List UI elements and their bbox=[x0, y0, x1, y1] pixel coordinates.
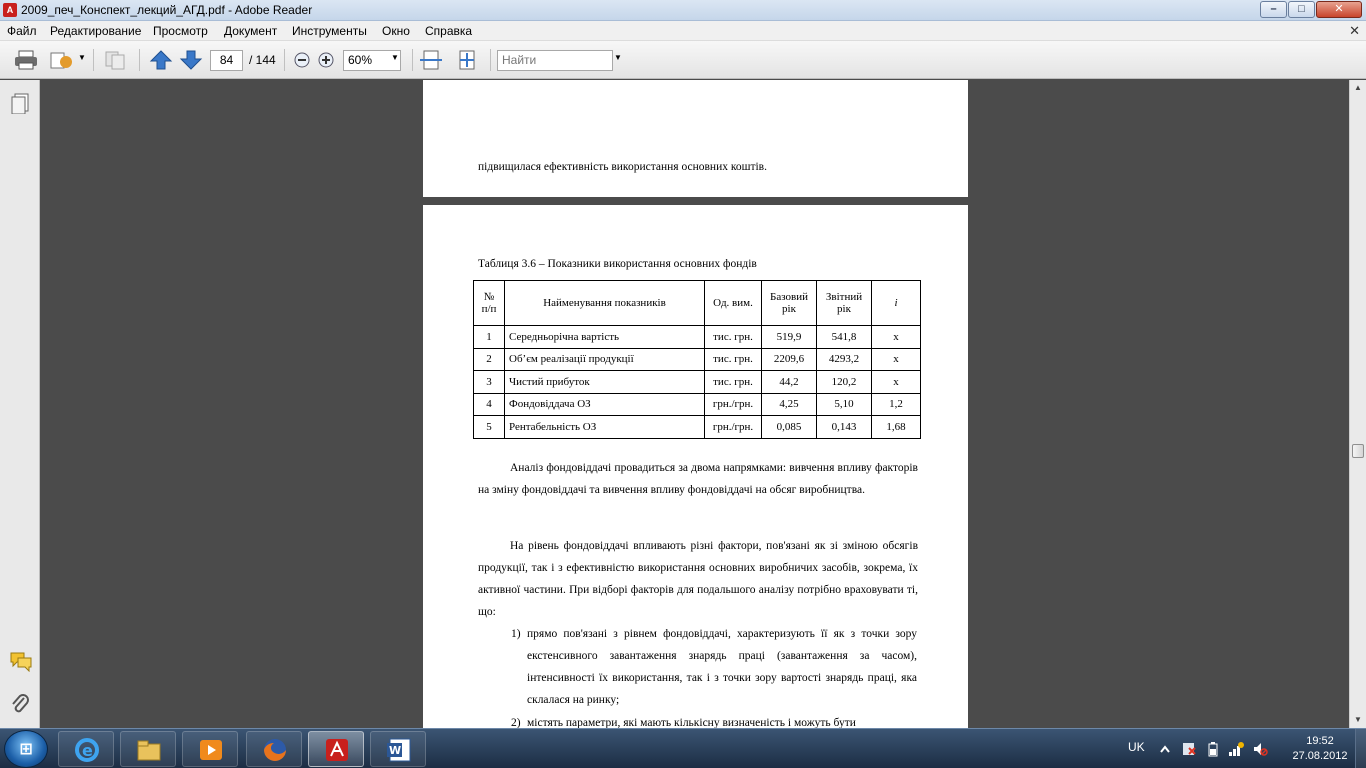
pages-icon bbox=[9, 92, 31, 114]
table-cell: 4 bbox=[474, 393, 505, 416]
search-dropdown-arrow[interactable]: ▼ bbox=[614, 53, 622, 62]
table-cell: х bbox=[872, 326, 921, 349]
table-row bbox=[474, 393, 921, 416]
table-cell: Чистий прибуток bbox=[505, 371, 705, 394]
list-item: містять параметри, які мають кількісну визначеність і можуть бути bbox=[527, 717, 856, 728]
scrollbar-thumb[interactable] bbox=[1352, 444, 1364, 458]
show-desktop-button[interactable] bbox=[1355, 729, 1366, 768]
table-cell: Фондовіддача ОЗ bbox=[505, 393, 705, 416]
table-header: Найменування показників bbox=[505, 281, 705, 326]
paperclip-icon bbox=[9, 693, 31, 715]
taskbar-word[interactable] bbox=[370, 731, 426, 767]
fit-page-icon bbox=[454, 49, 480, 71]
fit-width-icon bbox=[418, 49, 444, 71]
menu-bar bbox=[0, 21, 1366, 41]
title-bar bbox=[0, 0, 1366, 21]
minimize-button[interactable] bbox=[1260, 1, 1287, 18]
table-cell: Середньорічна вартість bbox=[505, 326, 705, 349]
menu-edit[interactable]: Редактирование bbox=[50, 24, 142, 38]
taskbar-ie[interactable] bbox=[58, 731, 114, 767]
table-header: Базовий рік bbox=[762, 281, 817, 326]
zoom-out-icon bbox=[291, 49, 313, 71]
table-header: Звітний рік bbox=[817, 281, 872, 326]
zoom-in-button[interactable] bbox=[315, 49, 341, 71]
table-cell: 1,2 bbox=[872, 393, 921, 416]
taskbar-media-player[interactable] bbox=[182, 731, 238, 767]
share-icon bbox=[48, 49, 74, 71]
table-cell: 1 bbox=[474, 326, 505, 349]
table-header-row bbox=[474, 281, 921, 326]
table-cell: 2209,6 bbox=[762, 348, 817, 371]
table-cell: 3 bbox=[474, 371, 505, 394]
zoom-level-select[interactable]: 60% bbox=[343, 50, 401, 71]
menu-document[interactable]: Документ bbox=[224, 24, 278, 38]
start-button[interactable] bbox=[4, 730, 48, 768]
taskbar-explorer[interactable] bbox=[120, 731, 176, 767]
pages-panel-button[interactable] bbox=[9, 92, 31, 114]
action-center-icon[interactable] bbox=[1182, 741, 1196, 757]
word-icon bbox=[385, 736, 413, 764]
zoom-in-icon bbox=[315, 49, 337, 71]
svg-text:e: e bbox=[82, 741, 93, 760]
minimize-icon: – bbox=[1270, 3, 1277, 15]
share-dropdown-arrow[interactable]: ▼ bbox=[78, 53, 86, 62]
table-cell: 1,68 bbox=[872, 416, 921, 439]
page-text-line: підвищилася ефективність використання основних коштів. bbox=[478, 161, 767, 173]
folder-icon bbox=[135, 736, 163, 764]
arrow-up-icon bbox=[148, 49, 174, 71]
clock[interactable] bbox=[1290, 734, 1350, 768]
taskbar-adobe-reader[interactable] bbox=[308, 731, 364, 767]
indicators-table bbox=[473, 280, 921, 439]
battery-icon[interactable] bbox=[1206, 741, 1220, 757]
taskbar-firefox[interactable] bbox=[246, 731, 302, 767]
print-icon bbox=[13, 49, 39, 71]
menu-view[interactable]: Просмотр bbox=[153, 24, 208, 38]
table-header: і bbox=[872, 281, 921, 326]
volume-icon[interactable] bbox=[1252, 741, 1266, 757]
internet-explorer-icon bbox=[73, 736, 101, 764]
table-cell: грн./грн. bbox=[705, 393, 762, 416]
table-header: Од. вим. bbox=[705, 281, 762, 326]
paragraph: На рівень фондовіддачі впливають різні фактори, пов'язані як зі зміною обсягів продукції, так і з ефективністю використання основних виробничих засобів, зокрема, їх активної частини. При відборі факторів для подальшого аналізу потрібно враховувати ті, що: bbox=[478, 540, 918, 618]
table-cell: Рентабельність ОЗ bbox=[505, 416, 705, 439]
media-player-icon bbox=[197, 736, 225, 764]
previous-page-button[interactable] bbox=[148, 49, 174, 71]
table-header: № п/п bbox=[474, 281, 505, 326]
close-button[interactable] bbox=[1316, 1, 1362, 18]
input-language[interactable]: UK bbox=[1128, 740, 1145, 754]
menu-file[interactable]: Файл bbox=[7, 24, 37, 38]
taskbar bbox=[0, 728, 1366, 768]
close-document-icon[interactable]: ✕ bbox=[1349, 23, 1360, 38]
scroll-down-arrow[interactable]: ▼ bbox=[1354, 715, 1362, 724]
table-cell: тис. грн. bbox=[705, 371, 762, 394]
page-number-input[interactable]: 84 bbox=[210, 50, 243, 71]
firefox-icon bbox=[261, 736, 289, 764]
menu-tools[interactable]: Инструменты bbox=[292, 24, 367, 38]
adobe-reader-icon bbox=[323, 736, 351, 764]
window-title: 2009_печ_Конспект_лекций_АГД.pdf - Adobe Reader bbox=[21, 3, 313, 17]
toolbar bbox=[0, 41, 1366, 79]
table-cell: 4,25 bbox=[762, 393, 817, 416]
table-cell: 44,2 bbox=[762, 371, 817, 394]
table-cell: 120,2 bbox=[817, 371, 872, 394]
table-cell: тис. грн. bbox=[705, 348, 762, 371]
table-cell: х bbox=[872, 371, 921, 394]
tray-expand-icon[interactable] bbox=[1158, 741, 1172, 757]
table-cell: 4293,2 bbox=[817, 348, 872, 371]
table-cell: 0,085 bbox=[762, 416, 817, 439]
attachments-panel-button[interactable] bbox=[9, 693, 31, 715]
paragraph: Аналіз фондовіддачі провадиться за двома напрямками: вивчення впливу факторів на зміну фондовіддачі та вивчення впливу фондовіддачі на обсяг виробництва. bbox=[478, 462, 918, 496]
navigation-panel bbox=[0, 80, 40, 728]
scroll-up-arrow[interactable]: ▲ bbox=[1354, 83, 1362, 92]
table-cell: 541,8 bbox=[817, 326, 872, 349]
list-number: 2) bbox=[511, 717, 521, 728]
menu-window[interactable]: Окно bbox=[382, 24, 410, 38]
clock-time: 19:52 bbox=[1306, 735, 1334, 747]
table-row bbox=[474, 348, 921, 371]
pdf-page-84 bbox=[423, 205, 968, 728]
table-caption: Таблиця 3.6 – Показники використання основних фондів bbox=[478, 258, 757, 270]
table-cell: 2 bbox=[474, 348, 505, 371]
list-number: 1) bbox=[511, 628, 521, 640]
table-row bbox=[474, 416, 921, 439]
review-icon bbox=[102, 49, 128, 71]
windows-logo-icon: ⊞ bbox=[19, 741, 33, 758]
table-cell: грн./грн. bbox=[705, 416, 762, 439]
table-cell: тис. грн. bbox=[705, 326, 762, 349]
next-page-button[interactable] bbox=[178, 49, 204, 71]
table-cell: 0,143 bbox=[817, 416, 872, 439]
vertical-scrollbar[interactable] bbox=[1349, 80, 1366, 728]
document-view[interactable] bbox=[41, 80, 1349, 728]
review-button[interactable] bbox=[102, 49, 128, 71]
table-row bbox=[474, 326, 921, 349]
arrow-down-icon bbox=[178, 49, 204, 71]
page-total: / 144 bbox=[249, 53, 276, 67]
svg-text:W: W bbox=[389, 744, 402, 757]
close-icon: ✕ bbox=[1334, 3, 1344, 15]
share-button[interactable] bbox=[48, 49, 74, 71]
maximize-icon: □ bbox=[1298, 3, 1305, 15]
search-input[interactable]: Найти bbox=[497, 50, 613, 71]
menu-help[interactable]: Справка bbox=[425, 24, 473, 38]
table-cell: 5 bbox=[474, 416, 505, 439]
adobe-reader-icon: A bbox=[3, 3, 17, 17]
network-icon[interactable] bbox=[1228, 741, 1242, 757]
table-cell: 519,9 bbox=[762, 326, 817, 349]
fit-width-button[interactable] bbox=[418, 49, 444, 71]
pdf-page-83 bbox=[423, 80, 968, 197]
zoom-dropdown-arrow[interactable]: ▼ bbox=[391, 53, 399, 62]
table-cell: 5,10 bbox=[817, 393, 872, 416]
table-cell: х bbox=[872, 348, 921, 371]
comments-icon bbox=[9, 650, 33, 672]
clock-date: 27.08.2012 bbox=[1292, 750, 1348, 762]
table-row bbox=[474, 371, 921, 394]
list-item: прямо пов'язані з рівнем фондовіддачі, характеризують її як з точки зору екстенсивного завантаження знарядь праці (завантаження за часом), інтенсивності їх використання, так і з точки зору вартості знарядь праці, яка склалася на ринку; bbox=[527, 628, 917, 706]
zoom-out-button[interactable] bbox=[291, 49, 317, 71]
table-cell: Об’єм реалізації продукції bbox=[505, 348, 705, 371]
comments-panel-button[interactable] bbox=[9, 650, 31, 672]
fit-page-button[interactable] bbox=[454, 49, 480, 71]
print-button[interactable] bbox=[13, 49, 39, 71]
maximize-button[interactable] bbox=[1288, 1, 1315, 18]
